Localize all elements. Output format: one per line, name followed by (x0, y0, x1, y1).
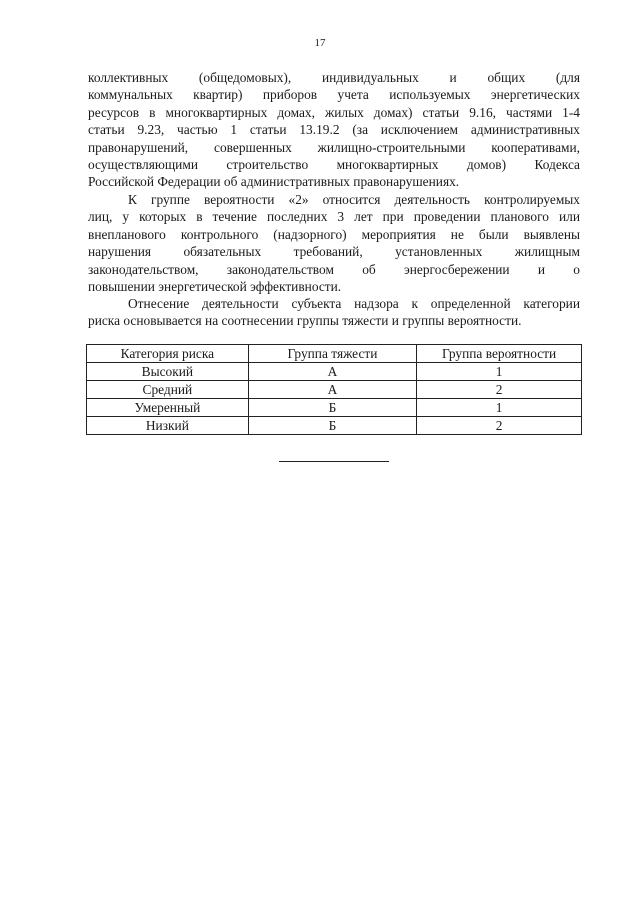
paragraph-line: Отнесение деятельности субъекта надзора к определенной категории (128, 296, 580, 311)
table-row (87, 381, 582, 399)
paragraph-line: статьи 9.23, частью 1 статьи 13.19.2 (за исключением административных (88, 122, 580, 138)
cell-severity-group: Б (248, 399, 416, 417)
paragraph-line: лиц, у которых в течение последних 3 лет при проведении планового или (88, 209, 580, 225)
paragraph-risk-category-assignment (88, 295, 580, 330)
paragraph-line: риска основывается на соотнесении группы тяжести и группы вероятности. (88, 313, 522, 329)
paragraph-line: Российской Федерации об административных правонарушениях. (88, 174, 460, 190)
cell-risk-category: Умеренный (87, 399, 249, 417)
risk-category-table (86, 344, 582, 435)
cell-severity-group: Б (248, 417, 416, 435)
paragraph-line: коллективных (общедомовых), индивидуальных и общих (для (88, 70, 580, 85)
cell-risk-category: Низкий (87, 417, 249, 435)
document-end-divider (279, 461, 389, 462)
paragraph-line: нарушения обязательных требований, установленных жилищным (88, 244, 580, 260)
paragraph-line: законодательством, законодательством об энергосбережении и о (88, 261, 580, 277)
paragraph-line: осуществляющими строительство многоквартирных домов) Кодекса (88, 157, 580, 173)
cell-severity-group: А (248, 363, 416, 381)
paragraph-line: коммунальных квартир) приборов учета используемых энергетических (88, 87, 580, 103)
header-probability-group: Группа вероятности (417, 345, 582, 363)
page-number: 17 (314, 37, 326, 49)
paragraph-administrative-offences (88, 69, 580, 191)
paragraph-line: повышении энергетической эффективности. (88, 279, 342, 295)
cell-severity-group: А (248, 381, 416, 399)
cell-probability-group: 2 (417, 381, 582, 399)
cell-risk-category: Средний (87, 381, 249, 399)
paragraph-line: внепланового контрольного (надзорного) мероприятия не были выявлены (88, 226, 580, 242)
header-risk-category: Категория риска (87, 345, 249, 363)
table-row (87, 399, 582, 417)
table-header-row (87, 345, 582, 363)
table-row (87, 417, 582, 435)
cell-probability-group: 1 (417, 363, 582, 381)
paragraph-line: К группе вероятности «2» относится деятельность контролируемых (128, 192, 580, 207)
cell-risk-category: Высокий (87, 363, 249, 381)
cell-probability-group: 1 (417, 399, 582, 417)
paragraph-probability-group-2 (88, 191, 580, 295)
cell-probability-group: 2 (417, 417, 582, 435)
header-severity-group: Группа тяжести (248, 345, 416, 363)
paragraph-line: ресурсов в многоквартирных домах, жилых домах) статьи 9.16, частями 1-4 (88, 104, 580, 120)
paragraph-line: правонарушений, совершенных жилищно-строительными кооперативами, (88, 139, 580, 155)
table-row (87, 363, 582, 381)
